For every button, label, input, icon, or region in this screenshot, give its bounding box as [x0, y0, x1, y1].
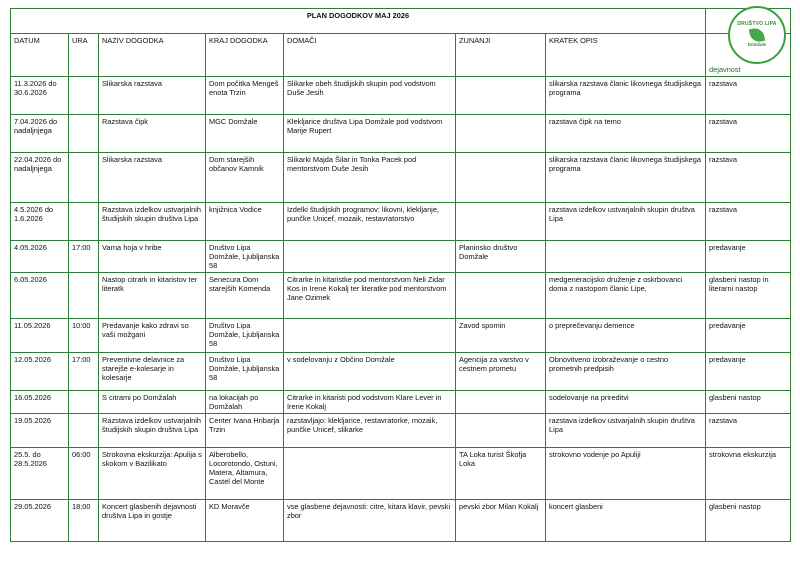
cell-naziv: Slikarska razstava [99, 153, 206, 203]
cell-ura [69, 77, 99, 115]
cell-domaci: vse glasbene dejavnosti: citre, kitara klavir, pevski zbor [284, 500, 456, 542]
cell-domaci: Klekljarice društva Lipa Domžale pod vodstvom Marije Rupert [284, 115, 456, 153]
cell-naziv: Predavanje kako zdravi so vaši možgani [99, 319, 206, 353]
cell-dejavnost: glasbeni nastop [706, 500, 791, 542]
cell-zunanji [456, 203, 546, 241]
cell-naziv: S citrami po Domžalah [99, 391, 206, 414]
events-table [10, 8, 791, 542]
cell-datum: 6.05.2026 [11, 273, 69, 319]
cell-opis: razstava čipk na temo [546, 115, 706, 153]
cell-domaci: Slikarke obeh študijskih skupin pod vodstvom Duše Jesih [284, 77, 456, 115]
cell-dejavnost: glasbeni nastop [706, 391, 791, 414]
cell-ura [69, 273, 99, 319]
cell-datum: 4.5.2026 do 1.6.2026 [11, 203, 69, 241]
cell-ura [69, 414, 99, 448]
table-row [11, 500, 791, 542]
cell-dejavnost: razstava [706, 153, 791, 203]
cell-domaci [284, 448, 456, 500]
cell-opis [546, 241, 706, 273]
cell-datum: 19.05.2026 [11, 414, 69, 448]
table-row [11, 353, 791, 391]
logo-bottom-text: Domžale [747, 42, 767, 48]
cell-datum: 4.05.2026 [11, 241, 69, 273]
cell-zunanji: TA Loka turist Škofja Loka [456, 448, 546, 500]
cell-domaci: v sodelovanju z Občino Domžale [284, 353, 456, 391]
cell-datum: 16.05.2026 [11, 391, 69, 414]
cell-kraj: Center Ivana Hribarja Trzin [206, 414, 284, 448]
cell-zunanji [456, 391, 546, 414]
cell-dejavnost: razstava [706, 414, 791, 448]
cell-opis: razstava izdelkov ustvarjalnih skupin društva Lipa [546, 203, 706, 241]
table-row [11, 115, 791, 153]
cell-datum: 29.05.2026 [11, 500, 69, 542]
cell-opis: sodelovanje na prireditvi [546, 391, 706, 414]
table-row [11, 241, 791, 273]
cell-naziv: Strokovna ekskurzija: Apulija s skokom v Bazilikato [99, 448, 206, 500]
cell-zunanji [456, 153, 546, 203]
cell-dejavnost: razstava [706, 77, 791, 115]
column-header-kraj: KRAJ DOGODKA [206, 34, 284, 77]
table-row [11, 319, 791, 353]
cell-kraj: Društvo Lipa Domžale, Ljubljanska 58 [206, 353, 284, 391]
cell-opis: strokovno vodenje po Apuliji [546, 448, 706, 500]
cell-opis: Obnovitveno izobraževanje o cestno prometnih predpisih [546, 353, 706, 391]
cell-zunanji: Planinsko društvo Domžale [456, 241, 546, 273]
table-row [11, 414, 791, 448]
cell-opis: razstava izdelkov ustvarjalnih skupin društva Lipa [546, 414, 706, 448]
cell-ura: 17:00 [69, 241, 99, 273]
cell-zunanji: Agencija za varstvo v cestnem prometu [456, 353, 546, 391]
cell-kraj: Društvo Lipa Domžale, Ljubljanska 58 [206, 319, 284, 353]
cell-ura: 06:00 [69, 448, 99, 500]
cell-zunanji [456, 273, 546, 319]
cell-kraj: KD Moravče [206, 500, 284, 542]
table-row [11, 153, 791, 203]
column-header-opis: KRATEK OPIS [546, 34, 706, 77]
cell-kraj: Dom počitka Mengeš enota Trzin [206, 77, 284, 115]
table-row [11, 203, 791, 241]
cell-ura: 10:00 [69, 319, 99, 353]
cell-kraj: na lokacijah po Domžalah [206, 391, 284, 414]
cell-zunanji [456, 77, 546, 115]
logo [728, 6, 786, 64]
column-header-naziv: NAZIV DOGODKA [99, 34, 206, 77]
cell-ura: 18:00 [69, 500, 99, 542]
cell-domaci: Slikarki Majda Šilar in Tonka Pacek pod mentorstvom Duše Jesih [284, 153, 456, 203]
cell-dejavnost: razstava [706, 203, 791, 241]
cell-ura [69, 391, 99, 414]
cell-kraj: Alberobello, Locorotondo, Ostuni, Matera, Altamura, Castel del Monte [206, 448, 284, 500]
cell-ura: 17:00 [69, 353, 99, 391]
cell-kraj: Senecura Dom starejših Komenda [206, 273, 284, 319]
table-row [11, 448, 791, 500]
cell-opis: slikarska razstava članic likovnega študijskega programa [546, 77, 706, 115]
cell-zunanji [456, 115, 546, 153]
cell-domaci: Citrarke in kitaristke pod mentorstvom Neli Zidar Kos in Irene Kokalj ter literatke pod mentorstvom Jane Ozimek [284, 273, 456, 319]
cell-datum: 25.5. do 28.5.2026 [11, 448, 69, 500]
cell-naziv: Koncert glasbenih dejavnosti društva Lipa in gostje [99, 500, 206, 542]
column-header-domaci: DOMAČI [284, 34, 456, 77]
cell-domaci [284, 241, 456, 273]
cell-datum: 11.3.2026 do 30.6.2026 [11, 77, 69, 115]
cell-datum: 11.05.2026 [11, 319, 69, 353]
leaf-icon [749, 27, 765, 43]
cell-naziv: Nastop citrark in kitaristov ter literatk [99, 273, 206, 319]
cell-naziv: Preventivne delavnice za starejše e-kolesarje in kolesarje [99, 353, 206, 391]
table-row [11, 273, 791, 319]
cell-dejavnost: predavanje [706, 353, 791, 391]
cell-dejavnost: predavanje [706, 319, 791, 353]
cell-kraj: knjižnica Vodice [206, 203, 284, 241]
cell-zunanji [456, 414, 546, 448]
column-header-zunanji: ZUNANJI [456, 34, 546, 77]
cell-naziv: Razstava izdelkov ustvarjalnih študijskih skupin društva Lipa [99, 414, 206, 448]
cell-opis: o preprečevanju demence [546, 319, 706, 353]
cell-zunanji: pevski zbor Milan Kokalj [456, 500, 546, 542]
cell-dejavnost: glasbeni nastop in literarni nastop [706, 273, 791, 319]
cell-domaci [284, 319, 456, 353]
logo-top-text: DRUŠTVO LIPA [737, 21, 777, 28]
cell-kraj: Društvo Lipa Domžale, Ljubljanska 58 [206, 241, 284, 273]
table-row [11, 77, 791, 115]
cell-ura [69, 203, 99, 241]
cell-naziv: Razstava izdelkov ustvarjalnih študijskih skupin društva Lipa [99, 203, 206, 241]
cell-datum: 12.05.2026 [11, 353, 69, 391]
cell-naziv: Varna hoja v hribe [99, 241, 206, 273]
cell-naziv: Razstava čipk [99, 115, 206, 153]
column-header-ura: URA [69, 34, 99, 77]
cell-dejavnost: predavanje [706, 241, 791, 273]
cell-datum: 7.04.2026 do nadaljnjega [11, 115, 69, 153]
cell-dejavnost: razstava [706, 115, 791, 153]
table-row [11, 391, 791, 414]
cell-domaci: Citrarke in kitaristi pod vodstvom Klare Lever in Irene Kokalj [284, 391, 456, 414]
cell-opis: medgeneracijsko druženje z oskrbovanci doma z nastopom članic Lipe, [546, 273, 706, 319]
header-row [11, 34, 791, 77]
cell-domaci: razstavljajo: klekljarice, restavratorke, mozaik, punčke Unicef, slikarke [284, 414, 456, 448]
cell-domaci: Izdelki študijskih programov: likovni, klekljanje, punčke Unicef, mozaik, restavratorstvo [284, 203, 456, 241]
cell-zunanji: Zavod spomin [456, 319, 546, 353]
cell-naziv: Slikarska razstava [99, 77, 206, 115]
cell-opis: slikarska razstava članic likovnega študijskega programa [546, 153, 706, 203]
column-header-datum: DATUM [11, 34, 69, 77]
column-header-dejavnost: dejavnost [706, 34, 791, 77]
cell-datum: 22.04.2026 do nadaljnjega [11, 153, 69, 203]
cell-kraj: Dom starejših občanov Kamnik [206, 153, 284, 203]
page-title: PLAN DOGODKOV MAJ 2026 [11, 9, 706, 34]
cell-kraj: MGC Domžale [206, 115, 284, 153]
cell-opis: koncert glasbeni [546, 500, 706, 542]
cell-ura [69, 153, 99, 203]
title-row [11, 9, 791, 34]
cell-dejavnost: strokovna ekskurzija [706, 448, 791, 500]
cell-ura [69, 115, 99, 153]
